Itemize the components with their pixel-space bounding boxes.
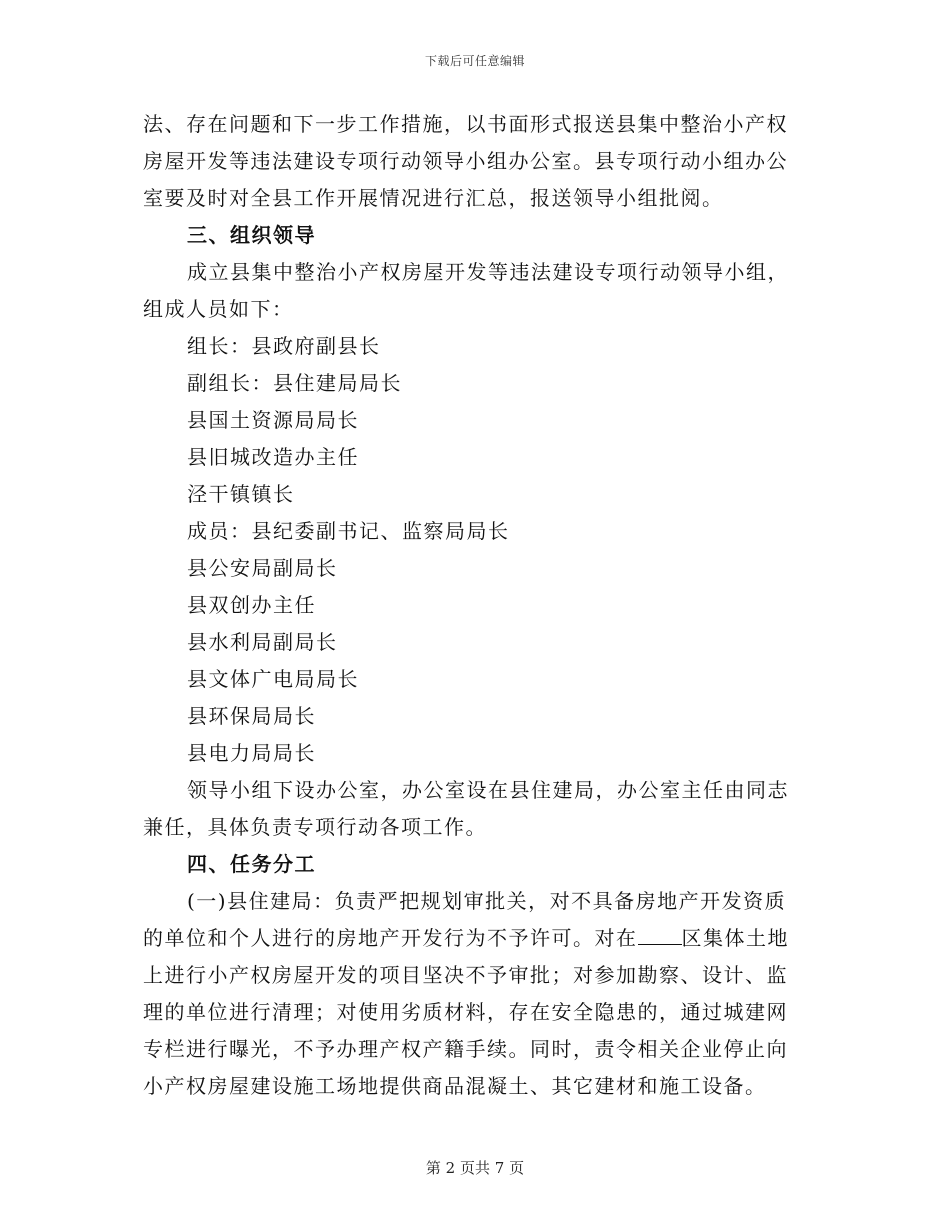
section-heading-organization: 三、组织领导	[187, 223, 316, 247]
paragraph-line: 房屋开发等违法建设专项行动领导小组办公室。县专项行动小组办公	[143, 149, 788, 173]
member-line: 组长：县政府副县长	[187, 334, 381, 358]
paragraph-line: 专栏进行曝光，不予办理产权产籍手续。同时，责令相关企业停止向	[143, 1037, 788, 1061]
member-line: 县文体广电局局长	[187, 667, 359, 691]
section-heading-tasks: 四、任务分工	[187, 852, 316, 876]
document-body	[143, 106, 807, 1105]
paragraph-line: 理的单位进行清理；对使用劣质材料，存在安全隐患的，通过城建网	[143, 1000, 788, 1024]
member-line: 副组长：县住建局局长	[187, 371, 402, 395]
page-number: 第 2 页共 7 页	[425, 1159, 525, 1177]
member-line: 成员：县纪委副书记、监察局局长	[187, 519, 510, 543]
member-line: 县旧城改造办主任	[187, 445, 359, 469]
paragraph-line: 法、存在问题和下一步工作措施，以书面形式报送县集中整治小产权	[143, 112, 788, 136]
paragraph-line: 上进行小产权房屋开发的项目坚决不予审批；对参加勘察、设计、监	[143, 963, 788, 987]
paragraph-line: 兼任，具体负责专项行动各项工作。	[143, 815, 487, 839]
paragraph-line-part: 区集体土地	[681, 926, 789, 950]
paragraph-line: 小产权房屋建设施工场地提供商品混凝土、其它建材和施工设备。	[143, 1074, 767, 1098]
member-line: 县环保局局长	[187, 704, 316, 728]
page-header-note: 下载后可任意编辑	[424, 54, 525, 68]
paragraph-line-part: 的单位和个人进行的房地产开发行为不予许可。对在	[143, 926, 638, 950]
member-line: 县水利局副局长	[187, 630, 338, 654]
member-line: 县双创办主任	[187, 593, 316, 617]
paragraph-line: (一)县住建局：负责严把规划审批关，对不具备房地产开发资质	[187, 889, 787, 913]
fill-in-blank	[638, 922, 682, 945]
member-line: 县电力局局长	[187, 741, 316, 765]
paragraph-line: 室要及时对全县工作开展情况进行汇总，报送领导小组批阅。	[143, 186, 724, 210]
paragraph-line: 成立县集中整治小产权房屋开发等违法建设专项行动领导小组，	[187, 260, 789, 284]
paragraph-line: 领导小组下设办公室，办公室设在县住建局，办公室主任由同志	[187, 778, 789, 802]
paragraph-line-with-blank	[143, 920, 807, 957]
paragraph-line: 组成人员如下：	[143, 297, 294, 321]
member-line: 县公安局副局长	[187, 556, 338, 580]
member-line: 县国土资源局局长	[187, 408, 359, 432]
member-line: 泾干镇镇长	[187, 482, 295, 506]
